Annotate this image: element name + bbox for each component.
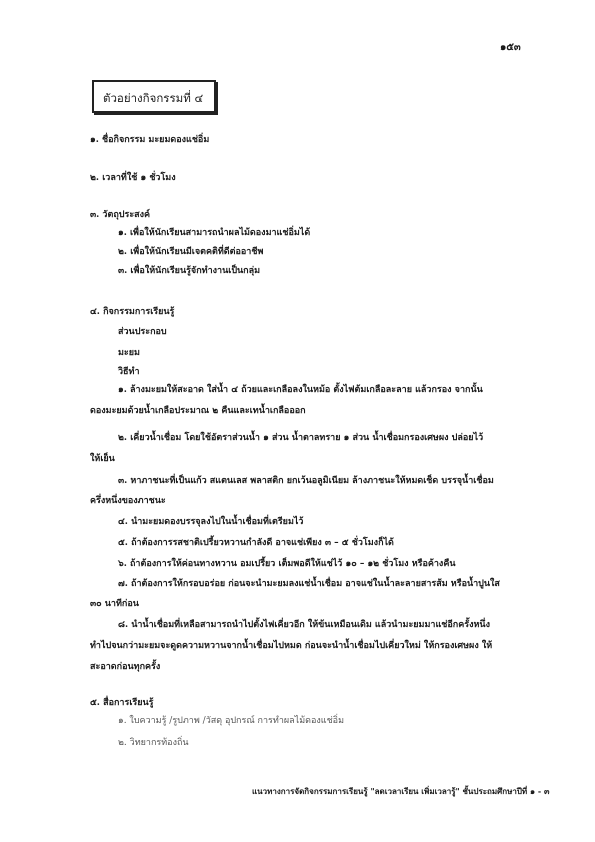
section-media-heading: ๕. สื่อการเรียนรู้ — [90, 698, 154, 708]
method-line: ๔. นำมะยมดองบรรจุลงไปในน้ำเชื่อมที่เตรียมไว้ — [118, 517, 304, 527]
method-line: ๓. หาภาชนะที่เป็นแก้ว สแตนเลส พลาสติก ยกเว้นอลูมิเนียม ล้างภาชนะให้หมดเช็ด บรรจุน้ำเชื่อม — [118, 476, 494, 486]
objective-item: ๓. เพื่อให้นักเรียนรู้จักทำงานเป็นกลุ่ม — [118, 266, 261, 276]
page-footer: แนวทางการจัดกิจกรรมการเรียนรู้ "ลดเวลาเรียน เพิ่มเวลารู้" ชั้นประถมศึกษาปีที่ ๑ - ๓ — [252, 786, 550, 796]
activity-title-box — [92, 80, 216, 113]
media-item: ๒. วิทยากรท้องถิ่น — [118, 738, 189, 748]
method-line: ๕. ถ้าต้องการรสชาติเปรี้ยวหวานกำลังดี อาจแช่เพียง ๓ – ๕ ชั่วโมงก็ได้ — [118, 538, 394, 548]
ingredient-item: มะยม — [118, 348, 140, 358]
method-line: ๒. เคี่ยวน้ำเชื่อม โดยใช้อัตราส่วนน้ำ ๑ ส่วน น้ำตาลทราย ๑ ส่วน น้ำเชื่อมกรองเศษผง ปล่อยไว้ — [118, 433, 484, 443]
method-line: ๓๐ นาทีก่อน — [90, 599, 139, 609]
objective-item: ๒. เพื่อให้นักเรียนมีเจตคติที่ดีต่ออาชีพ — [118, 247, 264, 257]
page-number: ๑๕๓ — [500, 42, 521, 53]
method-line: ครึ่งหนึ่งของภาชนะ — [90, 496, 166, 506]
section-activity-name: ๑. ชื่อกิจกรรม มะยมดองแช่อิ่ม — [90, 135, 210, 145]
method-line: ๑. ล้างมะยมให้สะอาด ใส่น้ำ ๔ ถ้วยและเกลือลงในหม้อ ตั้งไฟต้มเกลือละลาย แล้วกรอง จากนั้น — [118, 385, 483, 395]
section-activities-heading: ๔. กิจกรรมการเรียนรู้ — [90, 307, 175, 317]
method-line: สะอาดก่อนทุกครั้ง — [90, 662, 161, 672]
method-line: ๘. นำน้ำเชื่อมที่เหลือสามารถนำไปตั้งไฟเคี่ยวอีก ให้ข้นเหมือนเดิม แล้วนำมะยมมาแช่อีกครั้งหนึ่ง — [118, 620, 490, 630]
method-line: ๗. ถ้าต้องการให้กรอบอร่อย ก่อนจะนำมะยมลงแช่น้ำเชื่อม อาจแช่ในน้ำละลายสารส้ม หรือน้ำปูนใส — [118, 579, 500, 589]
section-objectives-heading: ๓. วัตถุประสงค์ — [90, 210, 151, 220]
method-line: ดองมะยมด้วยน้ำเกลือประมาณ ๒ คืนและเทน้ำเกลือออก — [90, 406, 306, 416]
method-line: ๖. ถ้าต้องการให้ค่อนทางหวาน อมเปรี้ยว เต็มพอดีให้แช่ไว้ ๑๐ – ๑๒ ชั่วโมง หรือค้างคืน — [118, 559, 456, 569]
objective-item: ๑. เพื่อให้นักเรียนสามารถนำผลไม้ดองมาแช่อิ่มได้ — [118, 228, 311, 238]
method-line: ให้เย็น — [90, 454, 115, 464]
sub-heading-ingredients: ส่วนประกอบ — [118, 327, 167, 337]
method-line: ทำไปจนกว่ามะยมจะดูดความหวานจากน้ำเชื่อมไปหมด ก่อนจะนำน้ำเชื่อมไปเคี่ยวใหม่ ให้กรองเศษผง ให้ — [90, 641, 493, 651]
section-time: ๒. เวลาที่ใช้ ๑ ชั่วโมง — [90, 173, 176, 183]
sub-heading-method: วิธีทำ — [118, 367, 140, 377]
media-item: ๑. ใบความรู้ /รูปภาพ /วัสดุ อุปกรณ์ การทำผลไม้ดองแช่อิ่ม — [118, 716, 345, 726]
activity-title: ตัวอย่างกิจกรรมที่ ๔ — [103, 91, 204, 105]
